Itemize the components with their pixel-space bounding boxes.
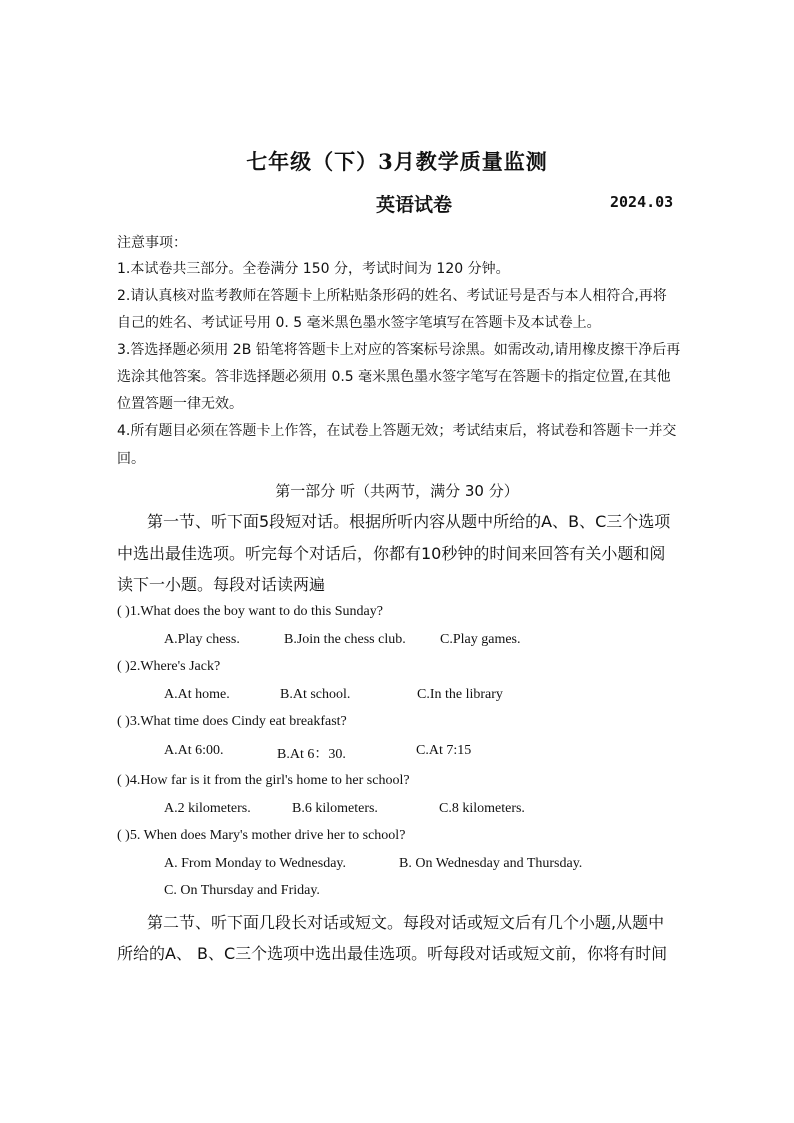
option-a: A.2 kilometers. [164, 801, 251, 816]
notes-line: 回。 [117, 451, 145, 467]
notes-line: 3.答选择题必须用 2B 铅笔将答题卡上对应的答案标号涂黑。如需改动,请用橡皮擦干净后再 [117, 342, 681, 358]
notes-line: 2.请认真核对监考教师在答题卡上所粘贴条形码的姓名、考试证号是否与本人相符合,再将 [117, 288, 667, 304]
option-c: C.At 7:15 [416, 743, 472, 758]
option-a: A. From Monday to Wednesday. [164, 856, 347, 871]
notes-line: 1.本试卷共三部分。全卷满分 150 分，考试时间为 120 分钟。 [117, 261, 510, 277]
option-b: B.Join the chess club. [284, 632, 406, 647]
part1-heading: 第一部分 听（共两节，满分 30 分） [275, 482, 519, 500]
option-c: C.Play games. [440, 632, 521, 647]
exam-title: 七年级（下）3月教学质量监测 [246, 149, 548, 174]
option-a: A.At home. [164, 687, 230, 702]
option-a: A.At 6:00. [164, 743, 224, 758]
option-c: C. On Thursday and Friday. [164, 883, 320, 898]
notes-line: 4.所有题目必须在答题卡上作答，在试卷上答题无效；考试结束后，将试卷和答题卡一并交 [117, 423, 677, 439]
question-stem: ( )1.What does the boy want to do this Sunday? [117, 604, 383, 619]
option-c: C.8 kilometers. [439, 801, 525, 816]
notes-line: 自己的姓名、考试证号用 0. 5 毫米黑色墨水签字笔填写在答题卡及本试卷上。 [117, 315, 601, 331]
question-stem: ( )5. When does Mary's mother drive her to school? [117, 828, 406, 843]
question-stem: ( )2.Where's Jack? [117, 659, 221, 674]
notes-heading: 注意事项： [117, 235, 187, 251]
option-b: B.6 kilometers. [292, 801, 378, 816]
option-a: A.Play chess. [164, 632, 240, 647]
question-stem: ( )3.What time does Cindy eat breakfast? [117, 714, 347, 729]
section1-instruction: 第一节、听下面5段短对话。根据所听内容从题中所给的A、B、C三个选项 [147, 512, 671, 531]
section2-instruction: 所给的A、 B、C三个选项中选出最佳选项。听每段对话或短文前，你将有时间 [117, 944, 668, 963]
option-c: C.In the library [417, 687, 503, 702]
exam-date: 2024.03 [610, 193, 674, 211]
notes-line: 位置答题一律无效。 [117, 396, 243, 412]
option-b: B. On Wednesday and Thursday. [399, 856, 583, 871]
section2-instruction: 第二节、听下面几段长对话或短文。每段对话或短文后有几个小题,从题中 [147, 913, 665, 932]
notes-line: 选涂其他答案。答非选择题必须用 0.5 毫米黑色墨水签字笔写在答题卡的指定位置,在其他 [117, 369, 671, 385]
option-b: B.At 6：30. [277, 747, 346, 762]
section1-instruction: 中选出最佳选项。听完每个对话后，你都有10秒钟的时间来回答有关小题和阅 [117, 544, 666, 563]
exam-subtitle: 英语试卷 [376, 194, 453, 216]
section1-instruction: 读下一小题。每段对话读两遍 [117, 575, 326, 594]
option-b: B.At school. [280, 687, 351, 702]
question-stem: ( )4.How far is it from the girl's home to her school? [117, 773, 410, 788]
